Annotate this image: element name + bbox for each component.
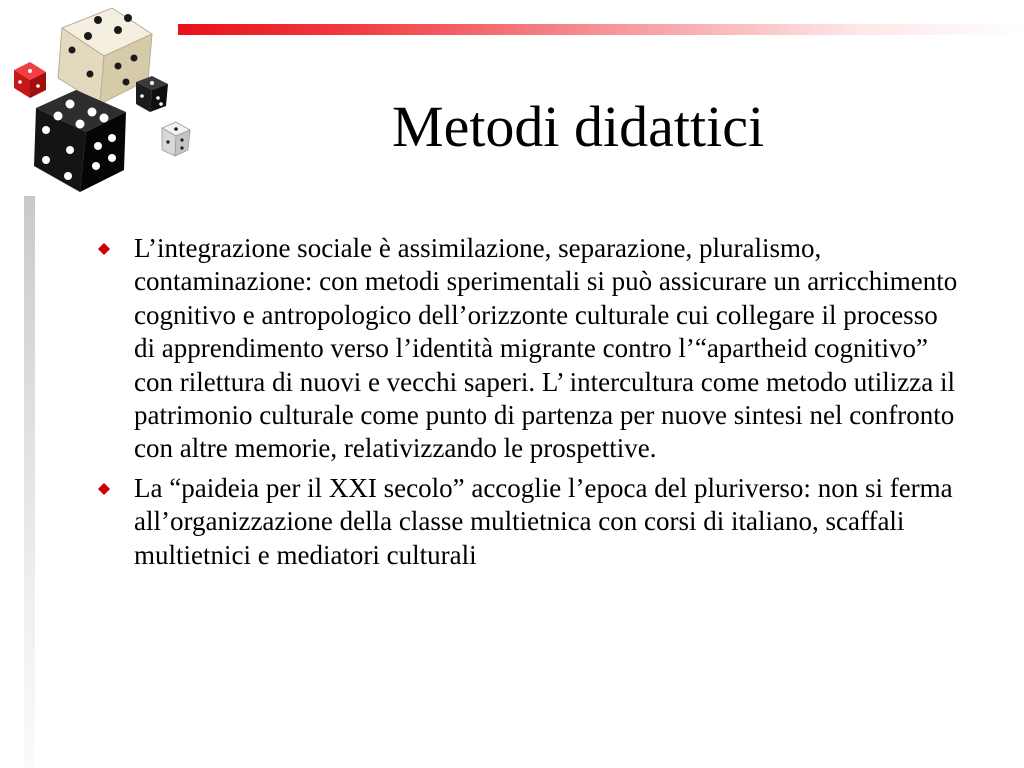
dice-icon <box>0 0 200 200</box>
large-black-die-icon <box>34 90 126 192</box>
list-item <box>98 472 958 572</box>
diamond-bullet-icon <box>98 483 110 495</box>
list-item <box>98 232 958 466</box>
small-black-die-icon <box>136 76 168 112</box>
left-accent-stripe <box>24 196 35 768</box>
red-die-icon <box>14 62 46 98</box>
top-accent-stripe <box>178 24 1024 35</box>
small-white-die-icon <box>162 122 190 156</box>
diamond-bullet-icon <box>98 243 110 255</box>
bullet-text: L’integrazione sociale è assimilazione, separazione, pluralismo, contaminazione: con metodi sperimentali si può assicurare un arricchimento cognitivo e antropologico dell’orizzonte culturale cui collegare il processo di apprendimento verso l’identità migrante contro l’“apartheid cognitivo” con rilettura di nuovi e vecchi saperi. L’ intercultura come metodo utilizza il patrimonio culturale come punto di partenza per nuove sintesi nel confronto con altre memorie, relativizzando le prospettive. <box>134 233 958 464</box>
bullet-text: La “paideia per il XXI secolo” accoglie l’epoca del pluriverso: non si ferma all’organizzazione della classe multietnica con corsi di italiano, scaffali multietnici e mediatori culturali <box>134 472 953 570</box>
bullet-list <box>98 232 958 578</box>
slide-title: Metodi didattici <box>392 94 765 159</box>
